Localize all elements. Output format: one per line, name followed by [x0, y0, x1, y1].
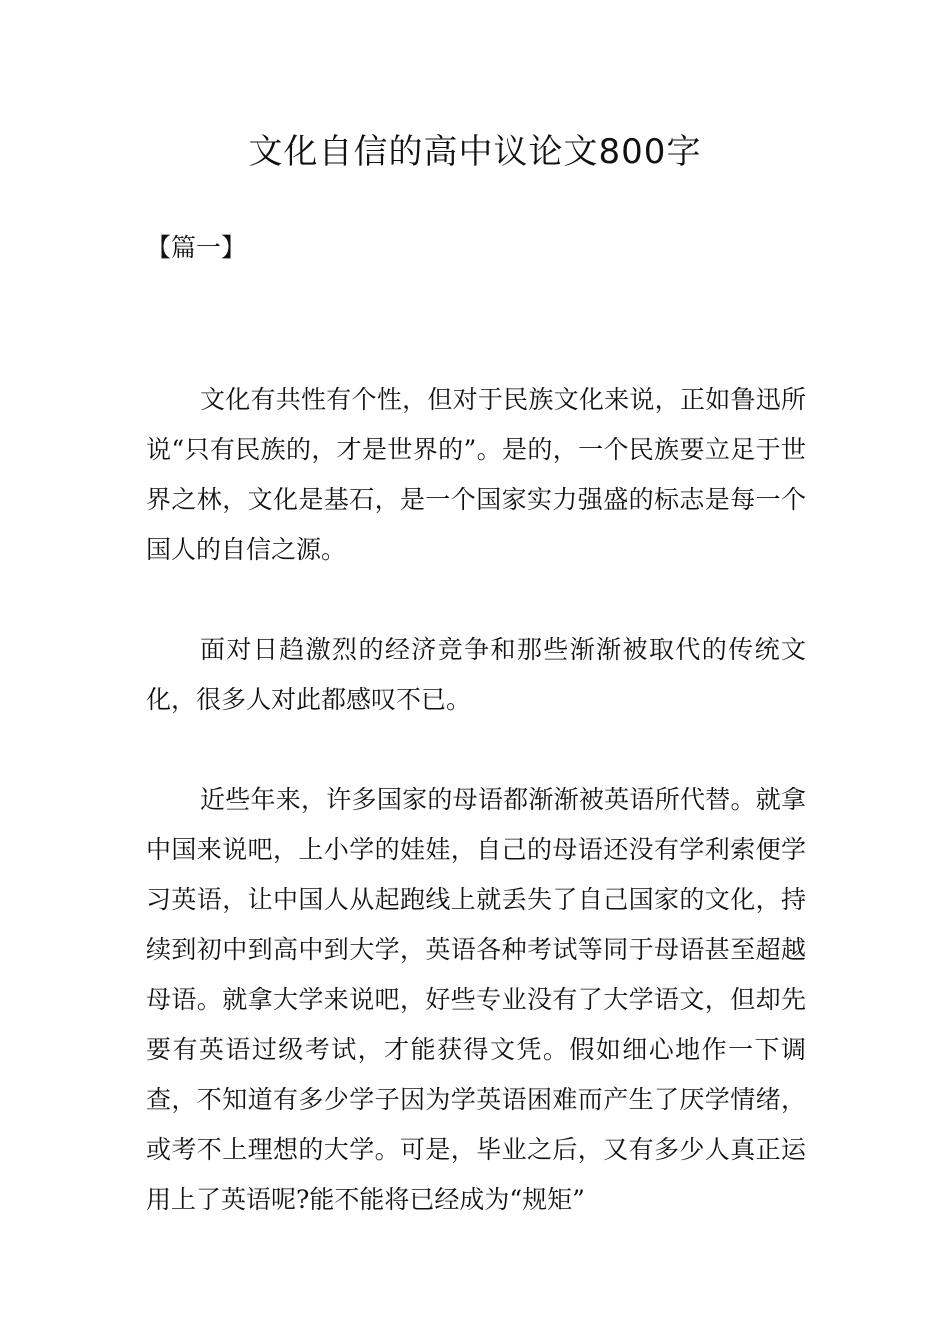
section-label: 【篇一】 [146, 233, 247, 262]
document-title: 文化自信的高中议论文800字 [248, 132, 702, 172]
document-body [146, 375, 806, 1275]
paragraph-2: 面对日趋激烈的经济竞争和那些渐渐被取代的传统文化，很多人对此都感叹不已。 [146, 635, 806, 714]
paragraph-1: 文化有共性有个性，但对于民族文化来说，正如鲁迅所说“只有民族的，才是世界的”。是的，一个民族要立足于世界之林，文化是基石，是一个国家实力强盛的标志是每一个国人的自信之源。 [146, 385, 806, 564]
paragraph-3: 近些年来，许多国家的母语都渐渐被英语所代替。就拿中国来说吧，上小学的娃娃，自己的母语还没有学利索便学习英语，让中国人从起跑线上就丢失了自己国家的文化，持续到初中到高中到大学，英语各种考试等同于母语甚至超越母语。就拿大学来说吧，好些专业没有了大学语文，但却先要有英语过级考试，才能获得文凭。假如细心地作一下调查，不知道有多少学子因为学英语困难而产生了厌学情绪，或考不上理想的大学。可是，毕业之后，又有多少人真正运用上了英语呢?能不能将已经成为“规矩” [146, 785, 806, 1214]
